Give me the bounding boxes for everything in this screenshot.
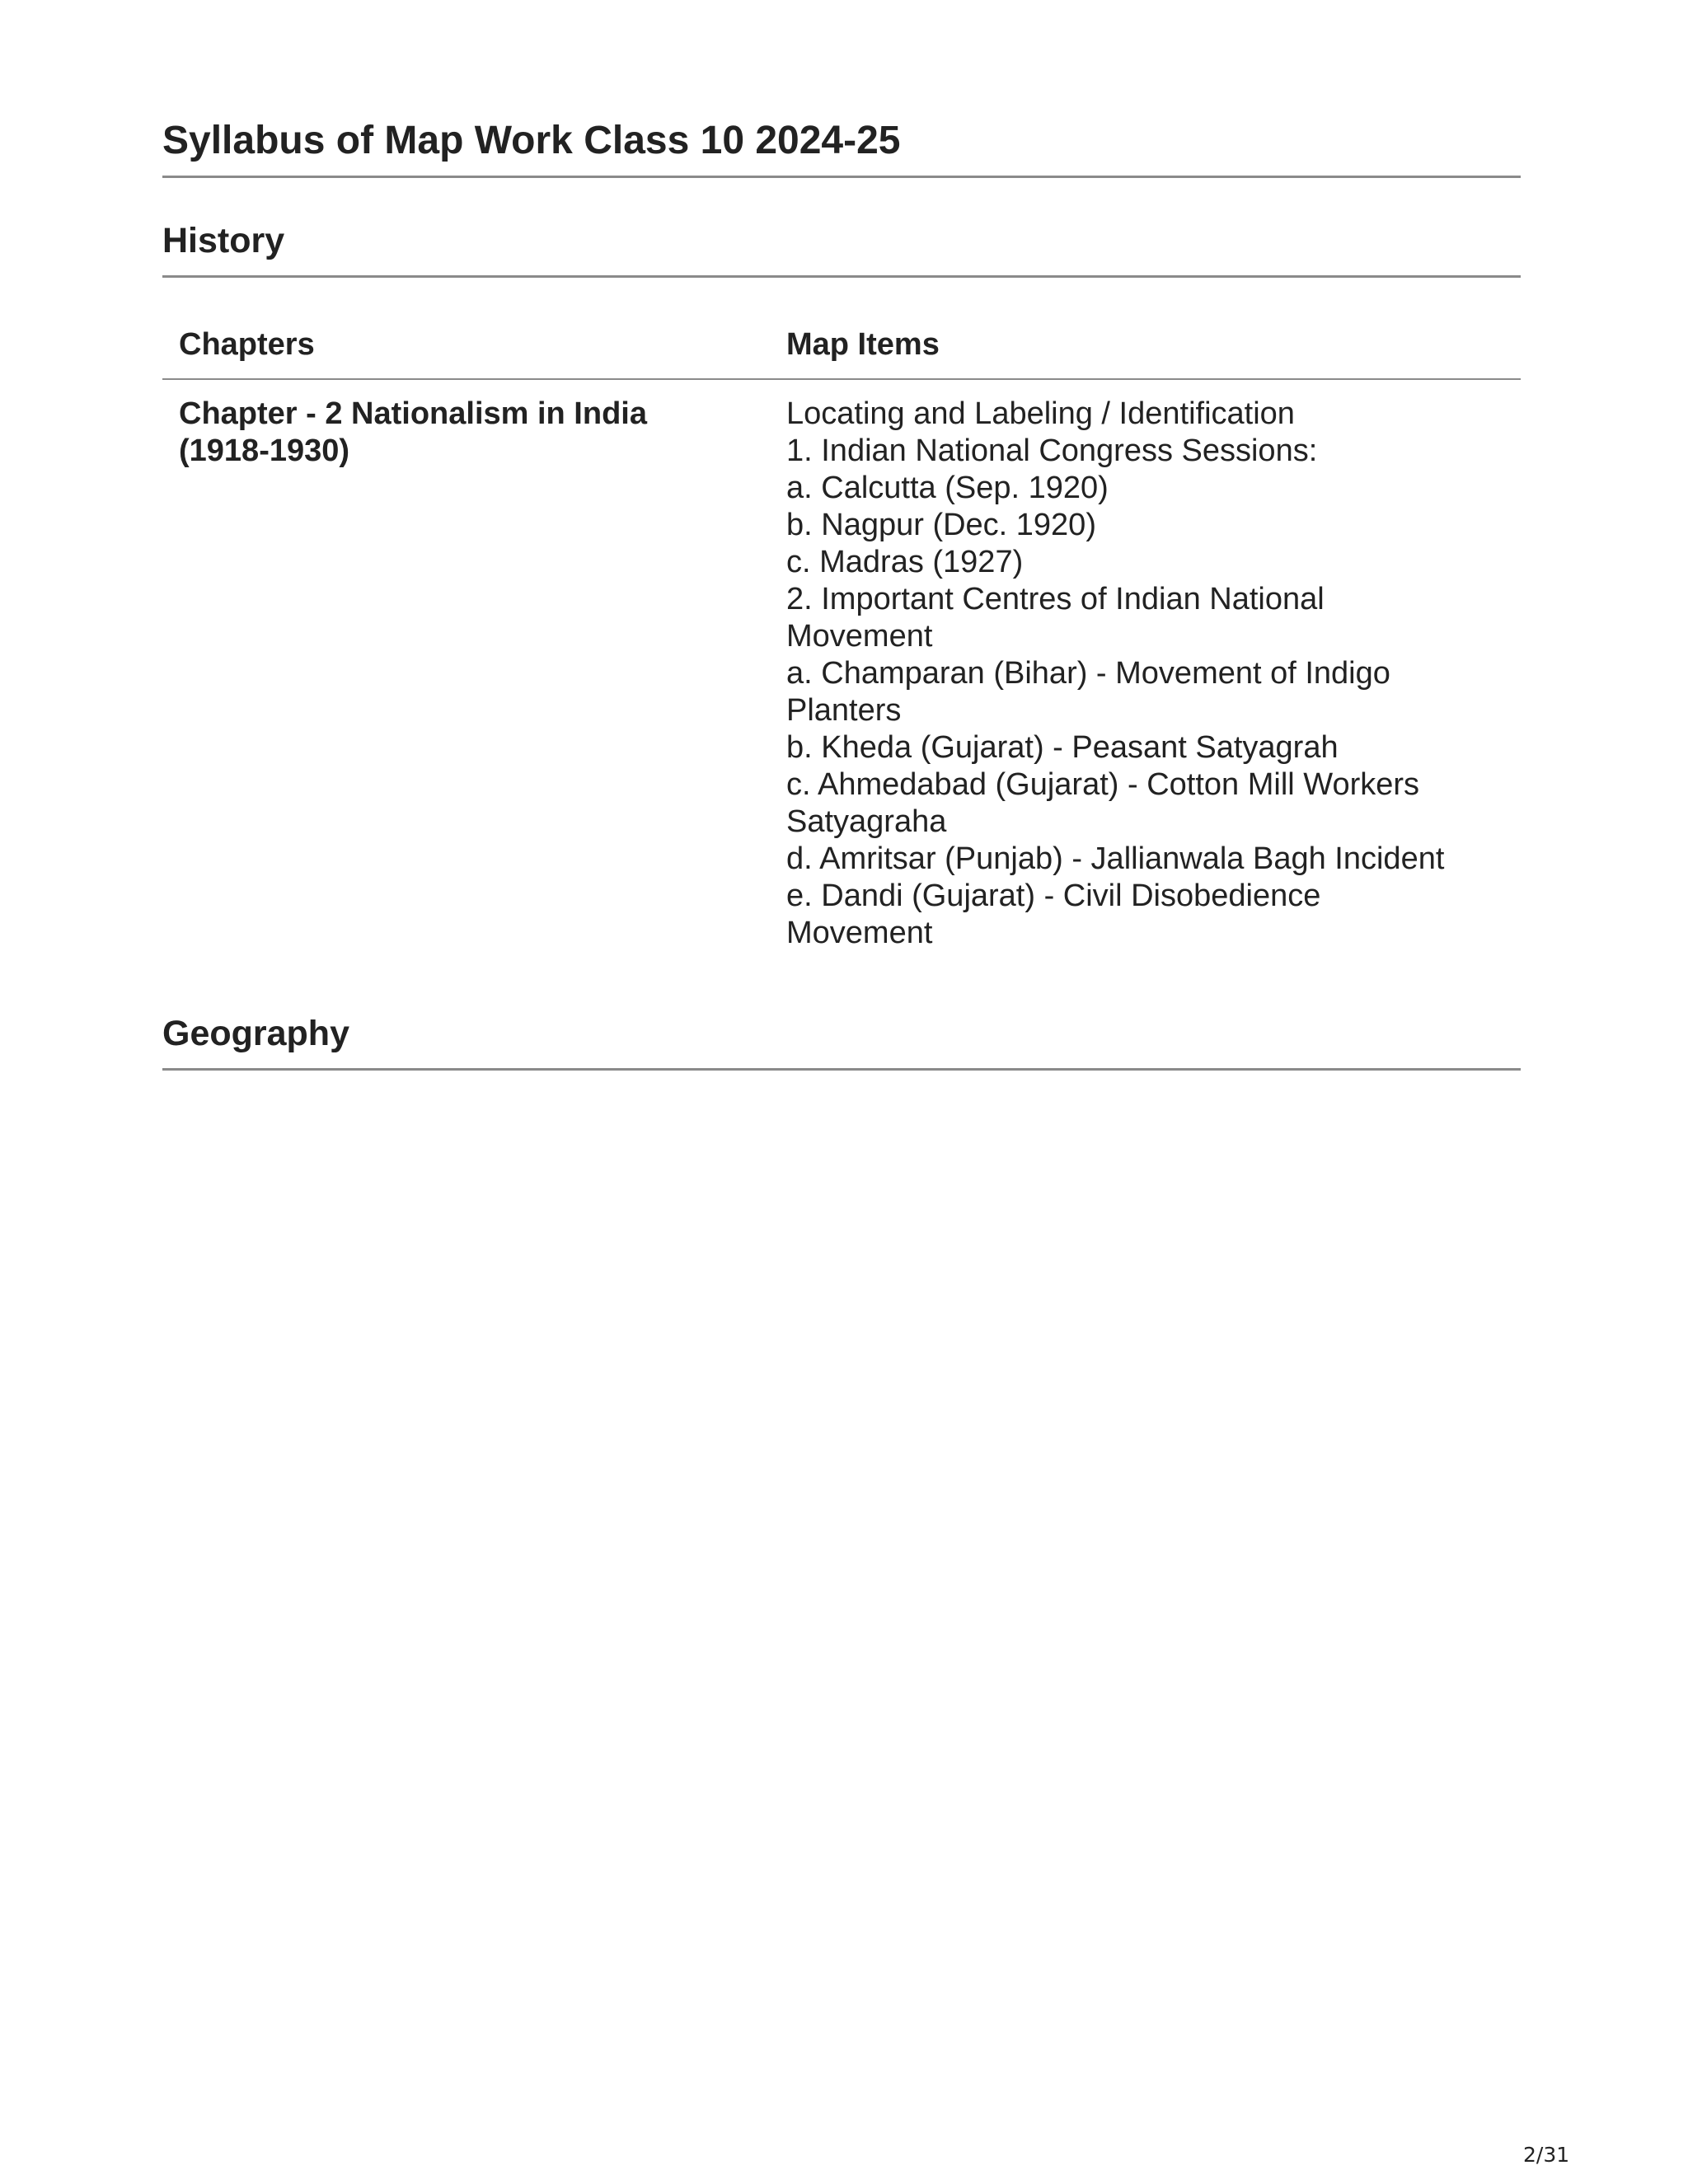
map-item-line: b. Nagpur (Dec. 1920) <box>786 508 1096 542</box>
map-item-line: e. Dandi (Gujarat) - Civil Disobedience <box>786 879 1321 913</box>
map-item-line: c. Ahmedabad (Gujarat) - Cotton Mill Workers <box>786 767 1420 802</box>
map-item-line: d. Amritsar (Punjab) - Jallianwala Bagh Incident <box>786 841 1445 876</box>
column-header-map-items: Map Items <box>786 327 940 362</box>
map-item-line: c. Madras (1927) <box>786 545 1024 579</box>
column-header-chapters: Chapters <box>179 327 315 362</box>
map-item-line: Satyagraha <box>786 804 947 839</box>
table-header-row <box>162 323 1521 366</box>
section-heading-geography: Geography <box>162 1014 349 1053</box>
map-item-line: Planters <box>786 693 902 728</box>
chapter-cell <box>179 396 706 470</box>
page-title: Syllabus of Map Work Class 10 2024-25 <box>162 119 901 162</box>
history-divider <box>162 275 1521 278</box>
title-divider <box>162 176 1521 178</box>
table-header-divider <box>162 378 1521 380</box>
section-heading-history: History <box>162 221 285 260</box>
map-item-line: Locating and Labeling / Identification <box>786 396 1295 431</box>
chapter-line: Chapter - 2 Nationalism in India <box>179 396 647 431</box>
map-item-line: 1. Indian National Congress Sessions: <box>786 434 1318 468</box>
map-item-line: 2. Important Centres of Indian National <box>786 582 1325 616</box>
map-item-line: b. Kheda (Gujarat) - Peasant Satyagrah <box>786 730 1339 765</box>
map-item-line: Movement <box>786 916 933 950</box>
page-number: 2/31 <box>1523 2143 1570 2167</box>
map-item-line: a. Champaran (Bihar) - Movement of Indigo <box>786 656 1390 691</box>
geography-divider <box>162 1068 1521 1071</box>
chapter-line: (1918-1930) <box>179 434 350 468</box>
map-items-cell <box>786 396 1512 952</box>
map-item-line: Movement <box>786 619 933 654</box>
map-item-line: a. Calcutta (Sep. 1920) <box>786 471 1109 505</box>
